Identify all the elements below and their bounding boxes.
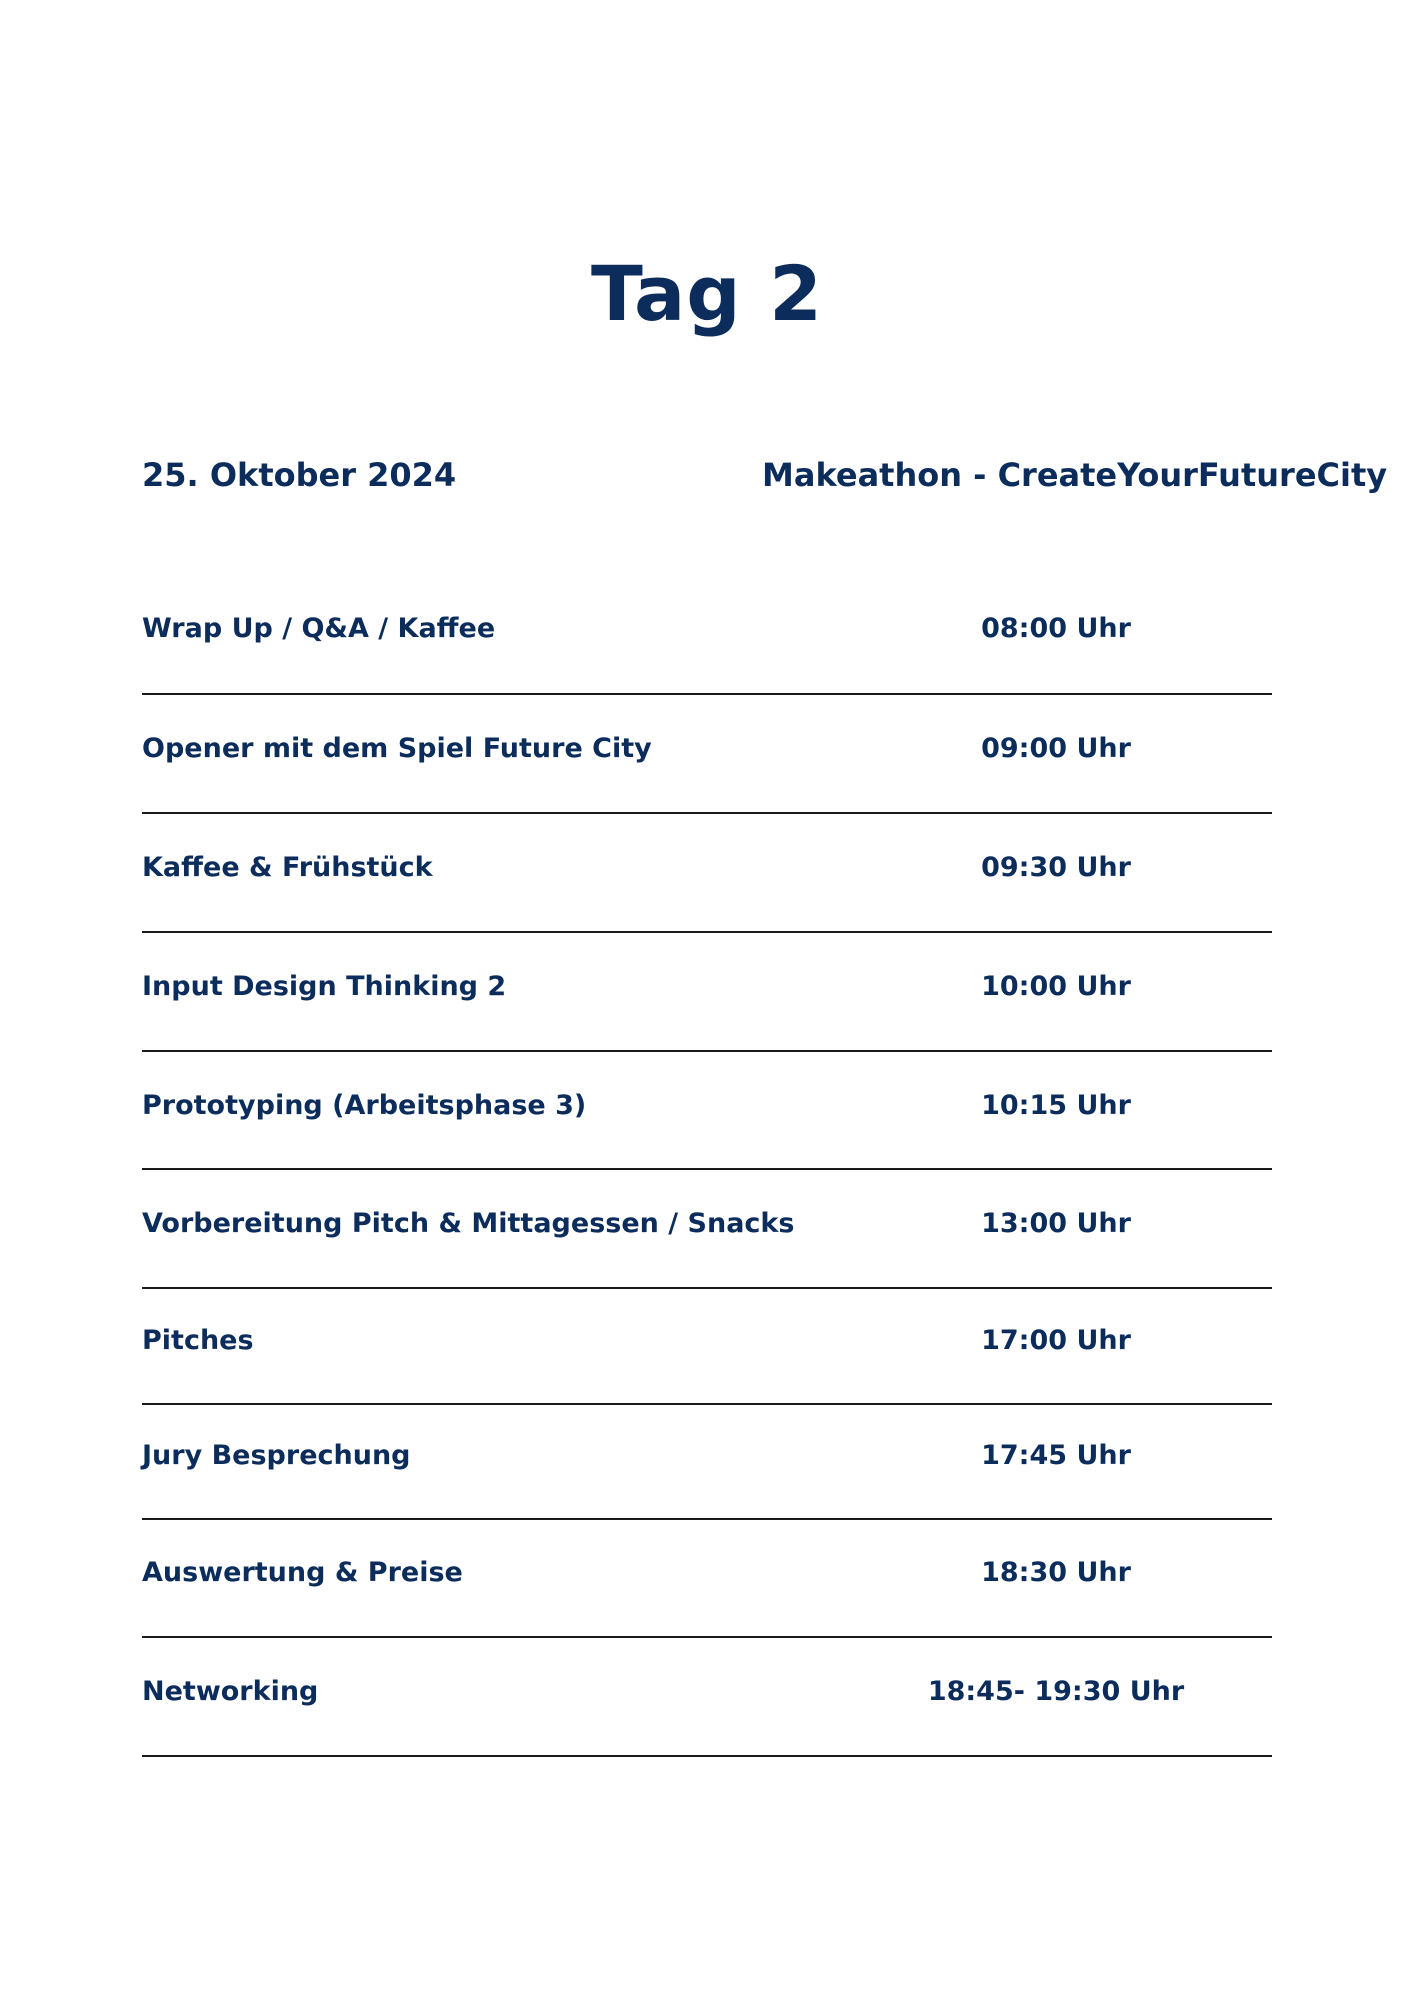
schedule-item-time: 17:00 Uhr: [981, 1325, 1131, 1356]
row-divider: [142, 1636, 1272, 1638]
page-title: Tag 2: [590, 249, 824, 338]
schedule-item-label: Auswertung & Preise: [142, 1557, 463, 1588]
row-divider: [142, 693, 1272, 695]
row-divider: [142, 1403, 1272, 1405]
schedule-item-label: Pitches: [142, 1325, 254, 1356]
schedule-item-label: Opener mit dem Spiel Future City: [142, 733, 652, 764]
row-divider: [142, 812, 1272, 814]
schedule-item-label: Vorbereitung Pitch & Mittagessen / Snacks: [142, 1208, 795, 1239]
event-date: 25. Oktober 2024: [142, 456, 457, 494]
schedule-item-time: 10:15 Uhr: [981, 1090, 1131, 1121]
schedule-item-time: 18:30 Uhr: [981, 1557, 1131, 1588]
schedule-item-label: Networking: [142, 1676, 319, 1707]
row-divider: [142, 1518, 1272, 1520]
row-divider: [142, 931, 1272, 933]
schedule-item-time: 10:00 Uhr: [981, 971, 1131, 1002]
schedule-item-time: 09:30 Uhr: [981, 852, 1131, 883]
row-divider: [142, 1755, 1272, 1757]
schedule-item-label: Kaffee & Frühstück: [142, 852, 433, 883]
row-divider: [142, 1050, 1272, 1052]
event-name: Makeathon - CreateYourFutureCity: [762, 456, 1388, 494]
schedule-item-time: 08:00 Uhr: [981, 613, 1131, 644]
schedule-item-time: 18:45- 19:30 Uhr: [927, 1676, 1185, 1707]
schedule-item-label: Input Design Thinking 2: [142, 971, 507, 1002]
schedule-item-time: 13:00 Uhr: [981, 1208, 1131, 1239]
row-divider: [142, 1287, 1272, 1289]
schedule-item-label: Wrap Up / Q&A / Kaffee: [142, 613, 496, 644]
schedule-item-time: 09:00 Uhr: [981, 733, 1131, 764]
schedule-item-label: Jury Besprechung: [142, 1440, 411, 1471]
schedule-item-label: Prototyping (Arbeitsphase 3): [142, 1090, 587, 1121]
schedule-item-time: 17:45 Uhr: [981, 1440, 1131, 1471]
row-divider: [142, 1168, 1272, 1170]
